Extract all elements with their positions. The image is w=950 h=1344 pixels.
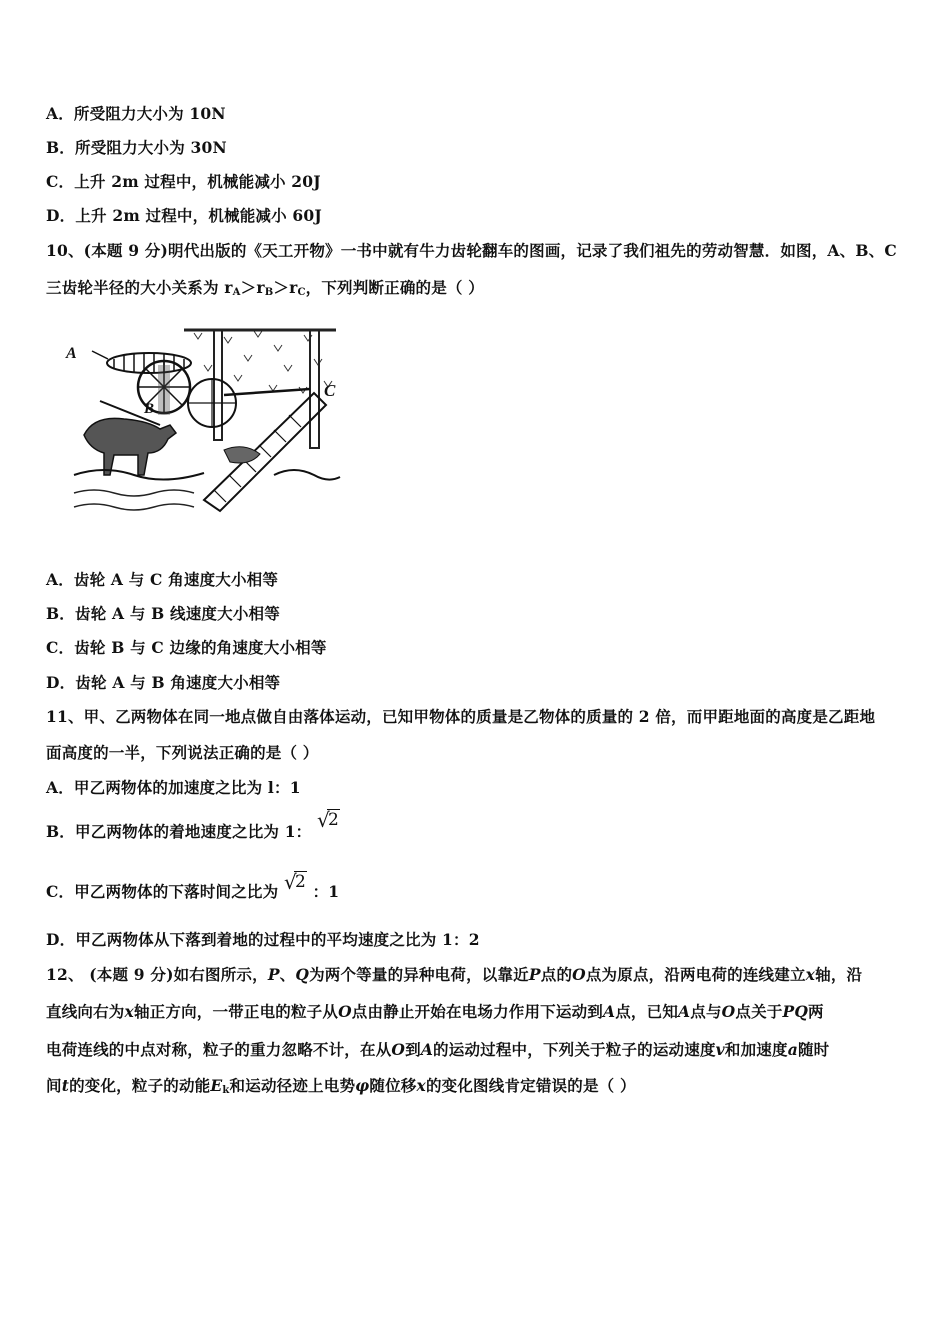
q12-l4a: 间	[46, 1076, 62, 1095]
sub-k: k	[222, 1085, 230, 1096]
figure-label-c: C	[324, 381, 336, 400]
q11-stem-line2: 面高度的一半，下列说法正确的是（ ）	[46, 743, 319, 762]
q12-l1c: 点的	[540, 965, 573, 984]
var-x: x	[124, 1002, 134, 1021]
var-a-point: A	[602, 1002, 616, 1021]
q10-stem-line2	[46, 276, 484, 298]
q11-option-a: A．甲乙两物体的加速度之比为 l：1	[46, 778, 301, 797]
q10-sub-b: B	[264, 287, 274, 298]
var-t: t	[61, 1076, 70, 1095]
q12-l2f: 点关于	[735, 1002, 783, 1021]
q12-l2a: 直线向右为	[46, 1002, 125, 1021]
sqrt-two-c	[284, 872, 307, 892]
q12-l3b: 到	[405, 1040, 421, 1059]
q12-l2d: 点，已知	[615, 1002, 679, 1021]
q12-l3d: 和加速度	[724, 1040, 788, 1059]
q12-stem-line3	[46, 1038, 829, 1060]
q10-line2-post: ，下列判断正确的是（ ）	[305, 278, 484, 297]
q12-l2b: 轴正方向，一带正电的粒子从	[133, 1002, 339, 1021]
q12-sep: 、	[279, 965, 296, 984]
var-phi: φ	[355, 1076, 370, 1095]
q10-sub-a: A	[232, 287, 241, 298]
radical-sign: √	[317, 808, 330, 832]
q12-l1e: 轴，沿	[815, 965, 863, 984]
var-x: x	[416, 1076, 426, 1095]
var-o: O	[572, 965, 586, 984]
sqrt-two-b	[317, 810, 340, 830]
q12-l2g: 两	[808, 1002, 824, 1021]
var-a-point: A	[420, 1040, 434, 1059]
q12-stem-line2	[46, 1000, 824, 1022]
q10-gt1: ＞r	[240, 278, 265, 297]
var-a: a	[787, 1040, 798, 1059]
q12-l4d: 随位移	[369, 1076, 417, 1095]
q12-stem-line1	[46, 963, 862, 985]
q10-option-d: D．齿轮 A 与 B 角速度大小相等	[46, 673, 281, 692]
q12-l4c: 和运动径迹上电势	[229, 1076, 356, 1095]
var-x: x	[805, 965, 816, 984]
q12-l1a: 12、 (本题 9 分)如右图所示，	[46, 965, 268, 984]
q10-gt2: ＞r	[273, 278, 298, 297]
q9-option-d: D．上升 2m 过程中，机械能减小 60J	[46, 206, 322, 225]
var-pq: PQ	[782, 1002, 809, 1021]
var-p: P	[267, 965, 280, 984]
q10-option-b: B．齿轮 A 与 B 线速度大小相等	[46, 604, 280, 623]
var-q: Q	[295, 965, 310, 984]
q10-option-c: C．齿轮 B 与 C 边缘的角速度大小相等	[46, 638, 327, 657]
radicand: 2	[328, 810, 340, 830]
q11-option-c	[46, 870, 340, 902]
var-o: O	[338, 1002, 352, 1021]
var-o: O	[721, 1002, 736, 1021]
q11-option-c-pre: C．甲乙两物体的下落时间之比为	[46, 882, 279, 901]
q12-l2c: 点由静止开始在电场力作用下运动到	[351, 1002, 603, 1021]
q11-option-b-text: B．甲乙两物体的着地速度之比为 1：	[46, 822, 312, 841]
var-o: O	[391, 1040, 406, 1059]
q10-stem-line1: 10、(本题 9 分)明代出版的《天工开物》一书中就有牛力齿轮翻车的图画，记录了我们祖先的劳动智慧．如图，A、B、C	[46, 241, 897, 260]
q12-l3c: 的运动过程中，下列关于粒子的运动速度	[433, 1040, 716, 1059]
var-p: P	[528, 965, 541, 984]
var-e: E	[210, 1076, 223, 1095]
waterwheel-figure	[66, 325, 340, 521]
q12-l1d: 点为原点，沿两电荷的连线建立	[585, 965, 806, 984]
q10-option-a: A．齿轮 A 与 C 角速度大小相等	[46, 570, 279, 589]
q12-l4e: 的变化图线肯定错误的是（ ）	[425, 1076, 636, 1095]
radicand: 2	[294, 872, 306, 892]
q9-option-c: C．上升 2m 过程中，机械能减小 20J	[46, 172, 321, 191]
q10-line2-pre: 三齿轮半径的大小关系为 r	[46, 278, 233, 297]
q9-option-b: B．所受阻力大小为 30N	[46, 138, 227, 157]
figure-label-a: A	[66, 345, 77, 362]
q11-option-b	[46, 808, 340, 842]
q11-option-d: D．甲乙两物体从下落到着地的过程中的平均速度之比为 1：2	[46, 930, 480, 949]
q11-option-c-post: ：1	[312, 882, 340, 901]
var-v: v	[715, 1040, 725, 1059]
q10-sub-c: C	[297, 287, 306, 298]
q12-l3e: 随时	[797, 1040, 830, 1059]
q12-stem-line4	[46, 1074, 636, 1096]
figure-label-b: B	[144, 401, 155, 417]
var-a-point: A	[678, 1002, 691, 1021]
q12-l4b: 的变化，粒子的动能	[69, 1076, 211, 1095]
q12-l2e: 点与	[690, 1002, 722, 1021]
q9-option-a: A．所受阻力大小为 10N	[46, 104, 226, 123]
q12-l3a: 电荷连线的中点对称，粒子的重力忽略不计，在从	[46, 1040, 392, 1059]
radical-sign: √	[283, 870, 297, 894]
q11-stem-line1: 11、甲、乙两物体在同一地点做自由落体运动，已知甲物体的质量是乙物体的质量的 2 倍，而甲距地面的高度是乙距地	[46, 707, 876, 726]
q12-l1b: 为两个等量的异种电荷，以靠近	[309, 965, 529, 984]
